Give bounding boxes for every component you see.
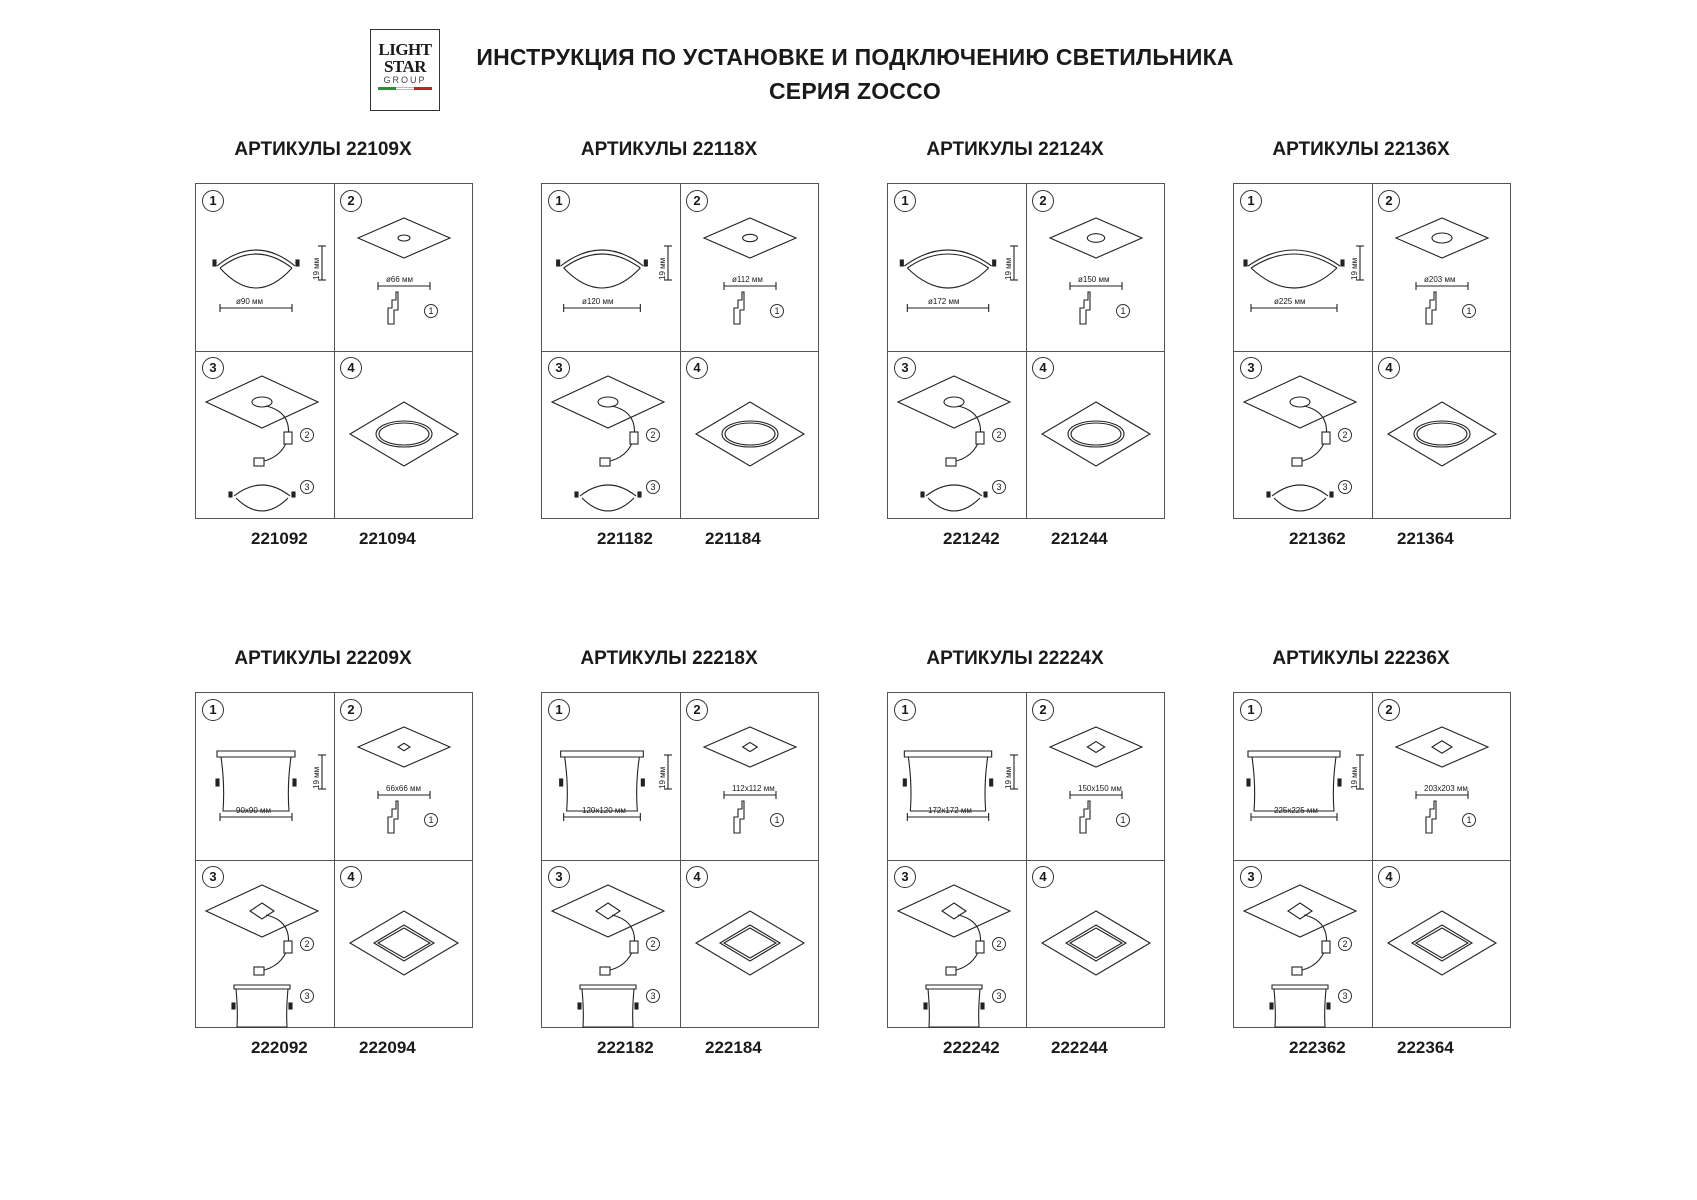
- article-code: 222362: [1289, 1038, 1346, 1057]
- step-number-1: 1: [894, 190, 916, 212]
- fixture-width-label: 225x225 мм: [1274, 806, 1318, 815]
- ceiling-plate: [704, 727, 796, 767]
- fixture-rim: [561, 751, 644, 757]
- callout-number: 2: [1338, 937, 1352, 951]
- step-number-4: 4: [1378, 866, 1400, 888]
- callout-number: 1: [770, 813, 784, 827]
- fixture-rim: [217, 751, 295, 757]
- article-title: АРТИКУЛЫ 22218X: [580, 648, 758, 669]
- instruction-panel: [541, 692, 819, 1028]
- step-number-1: 1: [202, 699, 224, 721]
- cutout-size-label: ø203 мм: [1424, 275, 1456, 284]
- ceiling-profile: [1426, 801, 1436, 833]
- callout-number: 2: [300, 428, 314, 442]
- cutout-hole: [743, 742, 758, 751]
- article-code: 222092: [251, 1038, 308, 1057]
- cutout-size-label: 66x66 мм: [386, 784, 422, 793]
- cutout-size-label: 150x150 мм: [1078, 784, 1122, 793]
- ceiling-plate: [1396, 727, 1488, 767]
- finished-fixture: [722, 421, 778, 447]
- step-number-2: 2: [340, 699, 362, 721]
- finished-fixture: [376, 421, 432, 447]
- instruction-panel: [541, 183, 819, 519]
- cutout-size-label: ø66 мм: [386, 275, 414, 284]
- step-number-4: 4: [340, 866, 362, 888]
- instruction-panel: [1233, 183, 1511, 519]
- instruction-panel: [887, 692, 1165, 1028]
- callout-number: 3: [1338, 480, 1352, 494]
- installation-drawing: [542, 184, 820, 520]
- step-number-3: 3: [894, 357, 916, 379]
- installation-drawing: [888, 184, 1166, 520]
- ceiling-plate: [1050, 218, 1142, 258]
- callout-number: 1: [1462, 304, 1476, 318]
- fixture-body: [221, 757, 291, 811]
- finished-fixture: [1068, 421, 1124, 447]
- fixture-width-label: 90x90 мм: [236, 806, 272, 815]
- article-code: 221092: [251, 529, 308, 548]
- fixture-height-label: 19 мм: [312, 257, 321, 280]
- article-code: 221362: [1289, 529, 1346, 548]
- article-title: АРТИКУЛЫ 22136X: [1272, 139, 1450, 160]
- callout-number: 2: [300, 937, 314, 951]
- cutout-size-label: 203x203 мм: [1424, 784, 1468, 793]
- fixture-width-label: ø225 мм: [1274, 297, 1306, 306]
- install-ceiling: [898, 376, 1010, 428]
- ceiling-plate: [358, 218, 450, 258]
- install-fixture: [236, 989, 288, 1027]
- finished-ceiling: [696, 911, 804, 975]
- ceiling-profile: [734, 801, 744, 833]
- install-fixture: [1274, 989, 1326, 1027]
- fixture-body: [907, 268, 988, 288]
- installation-drawing: [196, 184, 474, 520]
- step-number-3: 3: [1240, 866, 1262, 888]
- ceiling-profile: [1426, 292, 1436, 324]
- step-number-4: 4: [1032, 866, 1054, 888]
- step-number-3: 3: [202, 357, 224, 379]
- cutout-size-label: 112x112 мм: [732, 784, 775, 793]
- step-number-2: 2: [1032, 699, 1054, 721]
- finished-ceiling: [1388, 402, 1496, 466]
- finished-ceiling: [350, 911, 458, 975]
- callout-number: 2: [992, 428, 1006, 442]
- finished-ceiling: [1042, 402, 1150, 466]
- cutout-size-label: ø112 мм: [732, 275, 763, 284]
- logo-line1: LIGHT: [378, 40, 432, 59]
- fixture-height-label: 19 мм: [1004, 257, 1013, 280]
- step-number-1: 1: [202, 190, 224, 212]
- callout-number: 1: [424, 813, 438, 827]
- article-code: 222184: [705, 1038, 762, 1057]
- cutout-hole: [1087, 234, 1104, 243]
- article-code: 222242: [943, 1038, 1000, 1057]
- step-number-4: 4: [1378, 357, 1400, 379]
- install-ceiling: [206, 885, 318, 937]
- cutout-hole: [398, 235, 410, 241]
- ceiling-plate: [704, 218, 796, 258]
- cutout-size-label: ø150 мм: [1078, 275, 1110, 284]
- instruction-panel: [195, 692, 473, 1028]
- fixture-body: [565, 757, 640, 811]
- install-ceiling: [1244, 885, 1356, 937]
- step-number-1: 1: [1240, 190, 1262, 212]
- ceiling-profile: [734, 292, 744, 324]
- article-code: 222364: [1397, 1038, 1454, 1057]
- article-title: АРТИКУЛЫ 22124X: [926, 139, 1104, 160]
- page-title-line1: ИНСТРУКЦИЯ ПО УСТАНОВКЕ И ПОДКЛЮЧЕНИЮ СВЕТИЛЬНИКА: [476, 44, 1234, 70]
- fixture-body: [1252, 757, 1336, 811]
- install-fixture: [582, 498, 634, 511]
- lightstar-logo: [370, 29, 440, 111]
- ceiling-profile: [388, 292, 398, 324]
- install-fixture: [928, 498, 980, 511]
- step-number-3: 3: [548, 357, 570, 379]
- cutout-hole: [398, 743, 410, 751]
- callout-number: 3: [992, 989, 1006, 1003]
- ceiling-plate: [1396, 218, 1488, 258]
- instruction-panel: [887, 183, 1165, 519]
- callout-number: 1: [1116, 304, 1130, 318]
- cutout-hole: [743, 234, 758, 241]
- callout-number: 3: [1338, 989, 1352, 1003]
- step-number-1: 1: [548, 190, 570, 212]
- finished-fixture: [720, 925, 780, 961]
- callout-number: 2: [992, 937, 1006, 951]
- fixture-height-label: 19 мм: [1350, 257, 1359, 280]
- fixture-body: [908, 757, 987, 811]
- step-number-1: 1: [548, 699, 570, 721]
- install-fixture: [928, 989, 980, 1027]
- callout-number: 1: [1462, 813, 1476, 827]
- article-code: 221244: [1051, 529, 1108, 548]
- step-number-2: 2: [1378, 699, 1400, 721]
- fixture-width-label: ø120 мм: [582, 297, 614, 306]
- install-fixture: [582, 989, 634, 1027]
- fixture-rim: [217, 250, 295, 266]
- finished-ceiling: [350, 402, 458, 466]
- callout-number: 3: [300, 989, 314, 1003]
- install-ceiling: [552, 885, 664, 937]
- fixture-width-label: ø90 мм: [236, 297, 264, 306]
- fixture-height-label: 19 мм: [658, 766, 667, 789]
- fixture-rim: [1248, 751, 1340, 757]
- step-number-2: 2: [686, 190, 708, 212]
- cutout-hole: [1432, 233, 1452, 243]
- step-number-4: 4: [340, 357, 362, 379]
- logo-line2: STAR: [383, 57, 427, 76]
- callout-number: 3: [300, 480, 314, 494]
- fixture-rim: [904, 250, 991, 266]
- article-code: 222182: [597, 1038, 654, 1057]
- callout-number: 3: [646, 989, 660, 1003]
- install-ceiling: [206, 376, 318, 428]
- step-number-4: 4: [1032, 357, 1054, 379]
- cutout-hole: [1432, 741, 1452, 754]
- step-number-2: 2: [686, 699, 708, 721]
- instruction-panel: [1233, 692, 1511, 1028]
- install-ceiling: [552, 376, 664, 428]
- installation-drawing: [1234, 184, 1512, 520]
- article-code: 222244: [1051, 1038, 1108, 1057]
- install-fixture: [1274, 498, 1326, 511]
- logo-flag-stripe: [378, 87, 432, 90]
- step-number-3: 3: [1240, 357, 1262, 379]
- finished-fixture: [1412, 925, 1472, 961]
- callout-number: 1: [1116, 813, 1130, 827]
- fixture-body: [1251, 268, 1337, 288]
- install-ceiling: [1244, 376, 1356, 428]
- finished-ceiling: [1042, 911, 1150, 975]
- finished-fixture: [374, 925, 434, 961]
- step-number-1: 1: [894, 699, 916, 721]
- fixture-height-label: 19 мм: [1350, 766, 1359, 789]
- ceiling-profile: [1080, 292, 1090, 324]
- callout-number: 1: [770, 304, 784, 318]
- callout-number: 2: [646, 428, 660, 442]
- fixture-rim: [1248, 250, 1340, 266]
- step-number-2: 2: [1032, 190, 1054, 212]
- ceiling-plate: [1050, 727, 1142, 767]
- fixture-width-label: 172x172 мм: [928, 806, 972, 815]
- callout-number: 1: [424, 304, 438, 318]
- fixture-width-label: ø172 мм: [928, 297, 960, 306]
- page-title-line2: СЕРИЯ ZOCCO: [769, 78, 941, 104]
- step-number-1: 1: [1240, 699, 1262, 721]
- step-number-3: 3: [548, 866, 570, 888]
- fixture-width-label: 120x120 мм: [582, 806, 626, 815]
- page-title: [460, 40, 1250, 108]
- ceiling-profile: [388, 801, 398, 833]
- article-code: 221364: [1397, 529, 1454, 548]
- step-number-2: 2: [340, 190, 362, 212]
- finished-fixture: [1414, 421, 1470, 447]
- fixture-body: [564, 268, 641, 288]
- ceiling-profile: [1080, 801, 1090, 833]
- install-fixture: [236, 498, 288, 511]
- instruction-panel: [195, 183, 473, 519]
- installation-drawing: [888, 693, 1166, 1029]
- ceiling-plate: [358, 727, 450, 767]
- fixture-rim: [904, 751, 991, 757]
- finished-fixture: [1066, 925, 1126, 961]
- callout-number: 2: [646, 937, 660, 951]
- cutout-hole: [1087, 742, 1104, 753]
- article-title: АРТИКУЛЫ 22236X: [1272, 648, 1450, 669]
- article-code: 221182: [597, 529, 653, 548]
- install-ceiling: [898, 885, 1010, 937]
- step-number-3: 3: [202, 866, 224, 888]
- fixture-rim: [561, 250, 644, 266]
- step-number-2: 2: [1378, 190, 1400, 212]
- installation-drawing: [196, 693, 474, 1029]
- article-title: АРТИКУЛЫ 22118X: [580, 139, 758, 160]
- fixture-height-label: 19 мм: [658, 257, 667, 280]
- article-code: 221242: [943, 529, 1000, 548]
- article-title: АРТИКУЛЫ 22109X: [234, 139, 412, 160]
- finished-ceiling: [1388, 911, 1496, 975]
- step-number-4: 4: [686, 866, 708, 888]
- fixture-body: [220, 268, 292, 288]
- article-title: АРТИКУЛЫ 22224X: [926, 648, 1104, 669]
- article-code: 221094: [359, 529, 416, 548]
- logo-line3: GROUP: [383, 75, 427, 85]
- installation-drawing: [1234, 693, 1512, 1029]
- step-number-3: 3: [894, 866, 916, 888]
- fixture-height-label: 19 мм: [1004, 766, 1013, 789]
- step-number-4: 4: [686, 357, 708, 379]
- installation-drawing: [542, 693, 820, 1029]
- finished-ceiling: [696, 402, 804, 466]
- callout-number: 3: [992, 480, 1006, 494]
- article-code: 221184: [705, 529, 761, 548]
- article-title: АРТИКУЛЫ 22209X: [234, 648, 412, 669]
- callout-number: 2: [1338, 428, 1352, 442]
- callout-number: 3: [646, 480, 660, 494]
- fixture-height-label: 19 мм: [312, 766, 321, 789]
- article-code: 222094: [359, 1038, 416, 1057]
